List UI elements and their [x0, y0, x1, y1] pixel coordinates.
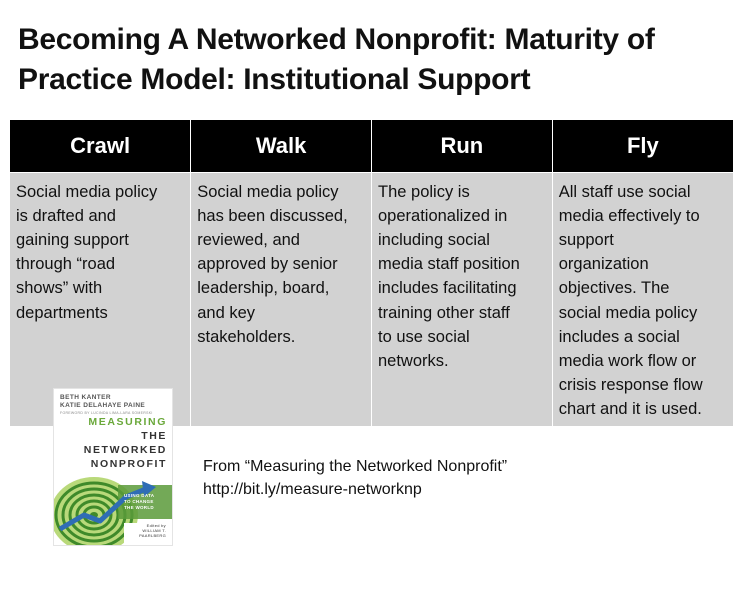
cell-line: organization — [558, 255, 649, 274]
cell-line: including social — [378, 230, 490, 249]
cell-line: includes a social — [558, 327, 680, 346]
cell-line: training other staff — [378, 303, 510, 322]
book-editor-line: PAARLBERG — [139, 533, 166, 538]
cell-line: All staff use social — [558, 182, 691, 201]
cell-line: reviewed, and — [197, 230, 300, 249]
cell-line: media effectively to — [558, 206, 700, 225]
cell-line: stakeholders. — [197, 327, 296, 346]
cell-line: includes facilitating — [378, 279, 517, 298]
cell-line: The policy is — [378, 182, 470, 201]
book-cover-image — [53, 388, 173, 546]
book-subtitle-line: USING DATA — [124, 493, 155, 498]
cell-line: through “road — [16, 255, 116, 274]
stage-cell-walk — [191, 172, 372, 426]
cell-line: Social media policy — [16, 182, 158, 201]
book-subtitle — [124, 493, 170, 511]
source-citation — [203, 455, 507, 501]
cell-line: and key — [197, 303, 256, 322]
book-author: KATIE DELAHAYE PAINE — [60, 402, 146, 409]
cell-line: chart and it is used. — [558, 400, 702, 419]
book-authors — [60, 394, 145, 410]
stage-header-crawl: Crawl — [10, 120, 191, 172]
source-citation-title: From “Measuring the Networked Nonprofit” — [203, 458, 508, 475]
slide-title-line-2: Practice Model: Institutional Support — [18, 63, 531, 96]
cell-line: objectives. The — [558, 279, 670, 298]
book-title-line: NONPROFIT — [90, 458, 167, 470]
book-author: BETH KANTER — [60, 394, 111, 401]
cell-line: social media policy — [558, 303, 698, 322]
book-editor-line: WILLIAM T. — [142, 528, 166, 533]
book-title-line: THE — [141, 430, 167, 442]
cell-line: to use social — [378, 327, 470, 346]
book-subtitle-line: TO CHANGE — [124, 499, 154, 504]
cell-line: departments — [16, 303, 108, 322]
book-title — [53, 415, 167, 471]
stage-header-run: Run — [372, 120, 553, 172]
book-foreword: FOREWORD BY LUCINDA LIMA-LARA SOMERSKI — [60, 411, 153, 415]
book-title-line: NETWORKED — [83, 444, 167, 456]
book-editor — [122, 523, 166, 538]
maturity-table — [10, 120, 733, 426]
book-subtitle-line: THE WORLD — [124, 505, 154, 510]
stage-cell-fly — [552, 172, 733, 426]
cell-line: media staff position — [378, 255, 520, 274]
cell-line: media work flow or — [558, 351, 697, 370]
stage-header-walk: Walk — [191, 120, 372, 172]
slide-title-line-1: Becoming A Networked Nonprofit: Maturity of — [18, 23, 655, 56]
cell-line: approved by senior — [197, 255, 338, 274]
cell-line: crisis response flow — [558, 376, 703, 395]
cell-line: leadership, board, — [197, 279, 330, 298]
stage-header-fly: Fly — [552, 120, 733, 172]
source-citation-url: http://bit.ly/measure-networknp — [203, 481, 422, 498]
book-editor-line: Edited by — [146, 523, 166, 528]
slide-title — [18, 20, 738, 100]
cell-line: is drafted and — [16, 206, 116, 225]
stage-cell-run — [372, 172, 553, 426]
cell-line: gaining support — [16, 230, 129, 249]
book-title-line: MEASURING — [88, 416, 167, 428]
cell-line: operationalized in — [378, 206, 508, 225]
cell-line: Social media policy — [197, 182, 339, 201]
cell-line: has been discussed, — [197, 206, 348, 225]
cell-line: support — [558, 230, 614, 249]
cell-line: shows” with — [16, 279, 103, 298]
cell-line: networks. — [378, 351, 449, 370]
table-header-row — [10, 120, 733, 172]
